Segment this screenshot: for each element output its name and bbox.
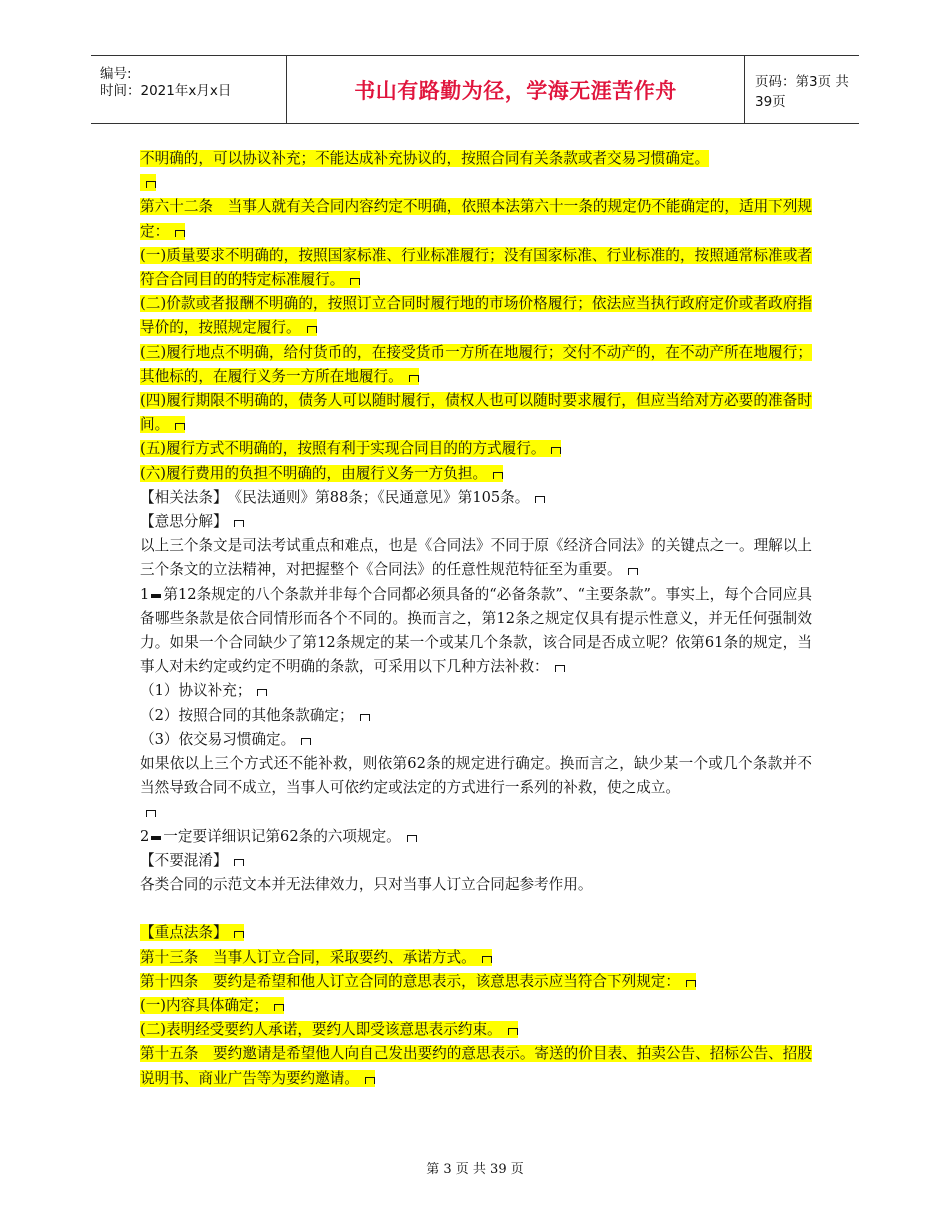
paragraph-text: 各类合同的示范文本并无法律效力，只对当事人订立合同起参考作用。 [140,876,593,894]
paragraph-text: 一定要详细识记第62条的六项规定。 [163,827,401,845]
paragraph-mark-icon [234,859,244,866]
paragraph [140,244,812,292]
paragraph-mark-icon [175,230,185,237]
paragraph [140,1018,812,1042]
blank-line [140,897,812,921]
paragraph-mark-icon [555,665,565,672]
paragraph-text: 不明确的，可以协议补充；不能达成补充协议的，按照合同有关条款或者交易习惯确定。 [140,150,710,167]
paragraph [140,873,812,897]
paragraph [140,292,812,340]
paragraph-text: 如果依以上三个方式还不能补救，则依第62条的规定进行确定。换而言之，缺少某一个或几个条款并不当然导致合同不成立，当事人可依约定或法定的方式进行一系列的补救，使之成立。 [140,755,812,797]
paragraph [140,534,812,582]
paragraph-text: 【不要混淆】 [140,851,228,869]
paragraph-mark-icon [146,181,156,188]
doc-time-label: 时间：2021年x月x日 [100,83,232,99]
paragraph [140,921,812,945]
paragraph-mark-icon [234,931,244,938]
paragraph-text: 第十四条 要约是希望和他人订立合同的意思表示，该意思表示应当符合下列规定： [140,973,696,990]
paragraph [140,800,812,824]
paragraph [140,849,812,873]
paragraph-mark-icon [686,980,696,987]
paragraph-text: 2 [140,827,150,845]
header-motto: 书山有路勤为径，学海无涯苦作舟 [354,78,677,103]
paragraph-text: (六)履行费用的负担不明确的，由履行义务一方负担。 [140,465,503,482]
paragraph-text: 【意思分解】 [140,513,228,531]
paragraph-mark-icon [409,375,419,382]
paragraph-text: 1 [140,585,150,603]
paragraph-mark-icon [274,1004,284,1011]
paragraph-text [140,174,156,191]
header-motto-cell [286,56,745,123]
paragraph-text: 第十五条 要约邀请是希望他人向自己发出要约的意思表示。寄送的价目表、拍卖公告、招标公告、招股说明书、商业广告等为要约邀请。 [140,1045,812,1087]
paragraph-mark-icon [365,1077,375,1084]
tab-mark-icon [151,594,161,598]
doc-number-label: 编号: [100,66,132,82]
paragraph-text: （1）协议补充； [140,682,252,700]
paragraph-text: (一)质量要求不明确的，按照国家标准、行业标准履行；没有国家标准、行业标准的，按照通常标准或者符合合同目的的特定标准履行。 [140,246,812,289]
paragraph [140,1042,812,1090]
paragraph [140,825,812,849]
paragraph-mark-icon [307,326,317,333]
paragraph-text: 第六十二条 当事人就有关合同内容约定不明确，依照本法第六十一条的规定仍不能确定的，适用下列规定： [140,198,812,240]
paragraph [140,994,812,1018]
paragraph-mark-icon [508,1028,518,1035]
paragraph [140,704,812,728]
paragraph-mark-icon [234,520,244,527]
header-page-info: 页码：第3页 共39页 [755,73,849,110]
paragraph [140,752,812,800]
page-footer: 第 3 页 共 39 页 [426,1162,524,1177]
paragraph-mark-icon [482,956,492,963]
paragraph-text: 以上三个条文是司法考试重点和难点，也是《合同法》不同于原《经济合同法》的关键点之一。理解以上三个条文的立法精神，对把握整个《合同法》的任意性规范特征至为重要。 [140,537,812,579]
paragraph [140,195,812,243]
paragraph-text: (一)内容具体确定； [140,997,284,1014]
paragraph-text: (三)履行地点不明确，给付货币的，在接受货币一方所在地履行；交付不动产的，在不动产所在地履行；其他标的，在履行义务一方所在地履行。 [140,343,812,385]
paragraph-mark-icon [493,472,503,479]
paragraph [140,679,812,703]
paragraph [140,583,812,680]
header-meta [91,56,286,123]
paragraph-mark-icon [551,447,561,454]
paragraph-text: （2）按照合同的其他条款确定； [140,706,354,724]
paragraph-text: 【相关法条】 《民法通则》第88条；《民通意见》第105条。 [140,488,530,506]
document-body [140,147,812,1091]
paragraph [140,728,812,752]
paragraph [140,486,812,510]
paragraph-text: (二)表明经受要约人承诺，要约人即受该意思表示约束。 [140,1021,518,1038]
paragraph [140,462,812,486]
paragraph [140,147,812,171]
paragraph [140,389,812,437]
paragraph [140,970,812,994]
paragraph-mark-icon [257,689,267,696]
paragraph [140,510,812,534]
paragraph-mark-icon [360,714,370,721]
paragraph-text: (二)价款或者报酬不明确的，按照订立合同时履行地的市场价格履行；依法应当执行政府定价或者政府指导价的，按照规定履行。 [140,295,812,337]
paragraph [140,171,812,195]
paragraph-mark-icon [146,810,156,817]
paragraph [140,437,812,461]
tab-mark-icon [151,836,161,840]
paragraph-mark-icon [301,738,311,745]
paragraph-text: 第12条规定的八个条款并非每个合同都必须具备的“必备条款”、“主要条款”。事实上，每个合同应具备哪些条款是依合同情形而各个不同的。换而言之，第12条之规定仅具有提示性意义，并无任何强制效力。如果一个合同缺少了第12条规定的某一个或某几个条款，该合同是否成立呢？依第61条的规定，当事人对未约定或约定不明确的条款，可采用以下几种方法补救： [140,585,812,676]
page-header [91,55,859,124]
paragraph [140,341,812,389]
paragraph [140,946,812,970]
paragraph-mark-icon [350,278,360,285]
paragraph-mark-icon [628,568,638,575]
paragraph-text: (四)履行期限不明确的，债务人可以随时履行，债权人也可以随时要求履行，但应当给对方必要的准备时间。 [140,392,812,434]
paragraph-text: （3）依交易习惯确定。 [140,730,296,748]
paragraph-text: 【重点法条】 [140,924,244,941]
paragraph-mark-icon [535,496,545,503]
paragraph-mark-icon [175,423,185,430]
paragraph-text: 第十三条 当事人订立合同，采取要约、承诺方式。 [140,949,492,966]
paragraph-mark-icon [407,835,417,842]
paragraph-text: (五)履行方式不明确的，按照有利于实现合同目的的方式履行。 [140,440,561,457]
